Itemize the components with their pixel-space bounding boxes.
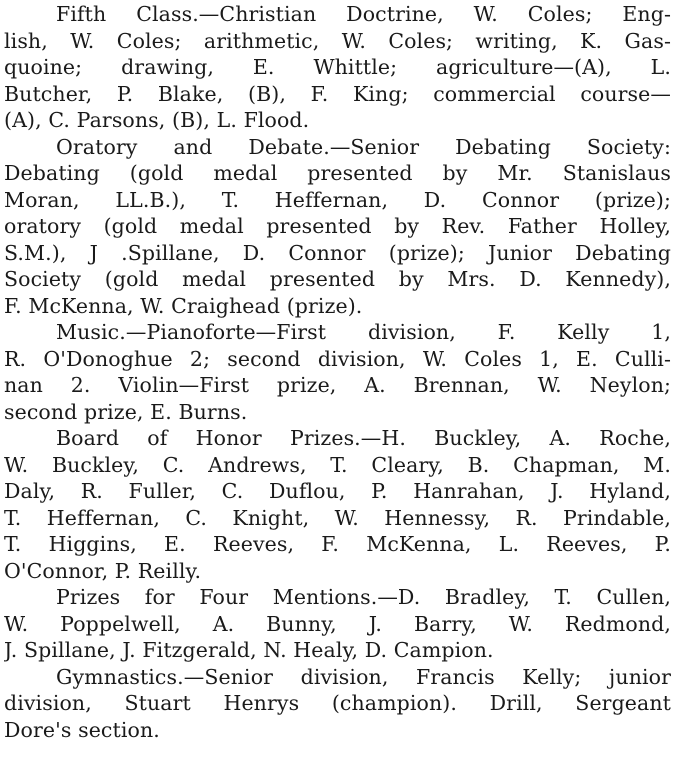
paragraph-first-line: Board of Honor Prizes.—H. Buckley, A. Roche,	[56, 426, 671, 450]
text-line: O'Connor, P. Reilly.	[4, 558, 202, 583]
text-line: R. O'Donoghue 2; second division, W. Coles 1, E. Culli-	[4, 346, 671, 371]
text-line: Butcher, P. Blake, (B), F. King; commercial course—	[4, 81, 671, 106]
text-line: T. Higgins, E. Reeves, F. McKenna, L. Reeves, P.	[4, 532, 671, 556]
paragraph-first-line: Fifth Class.—Christian Doctrine, W. Coles; Eng-	[56, 2, 671, 26]
text-line: (A), C. Parsons, (B), L. Flood.	[4, 108, 310, 132]
text-line: oratory (gold medal presented by Rev. Father Holley,	[4, 214, 671, 238]
paragraph-first-line: Music.—Pianoforte—First division, F. Kelly 1,	[56, 320, 671, 344]
text-line: nan 2. Violin—First prize, A. Brennan, W. Neylon;	[4, 373, 671, 397]
text-line: W. Poppelwell, A. Bunny, J. Barry, W. Redmond,	[4, 611, 671, 636]
text-line: Moran, LL.B.), T. Heffernan, D. Connor (prize);	[4, 187, 671, 212]
text-line: lish, W. Coles; arithmetic, W. Coles; writing, K. Gas-	[4, 28, 671, 53]
text-line: Dore's section.	[4, 717, 160, 742]
text-column	[4, 1, 671, 743]
text-line: Daly, R. Fuller, C. Duflou, P. Hanrahan, J. Hyland,	[4, 479, 671, 503]
paragraph-first-line: Oratory and Debate.—Senior Debating Society:	[56, 134, 671, 159]
text-line: S.M.), J .Spillane, D. Connor (prize); Junior Debating	[4, 240, 671, 265]
paragraph-first-line: Prizes for Four Mentions.—D. Bradley, T. Cullen,	[56, 585, 671, 609]
text-line: second prize, E. Burns.	[4, 399, 248, 424]
text-line: W. Buckley, C. Andrews, T. Cleary, B. Chapman, M.	[4, 452, 671, 477]
text-line: F. McKenna, W. Craighead (prize).	[4, 293, 363, 318]
text-line: J. Spillane, J. Fitzgerald, N. Healy, D. Campion.	[4, 638, 494, 662]
text-line: quoine; drawing, E. Whittle; agriculture—(A), L.	[4, 55, 671, 79]
paragraph-first-line: Gymnastics.—Senior division, Francis Kelly; junior	[56, 664, 671, 689]
text-line: Society (gold medal presented by Mrs. D. Kennedy),	[4, 267, 671, 291]
text-line: Debating (gold medal presented by Mr. Stanislaus	[4, 161, 671, 185]
text-line: division, Stuart Henrys (champion). Drill, Sergeant	[4, 691, 671, 715]
text-line: T. Heffernan, C. Knight, W. Hennessy, R. Prindable,	[4, 505, 671, 530]
